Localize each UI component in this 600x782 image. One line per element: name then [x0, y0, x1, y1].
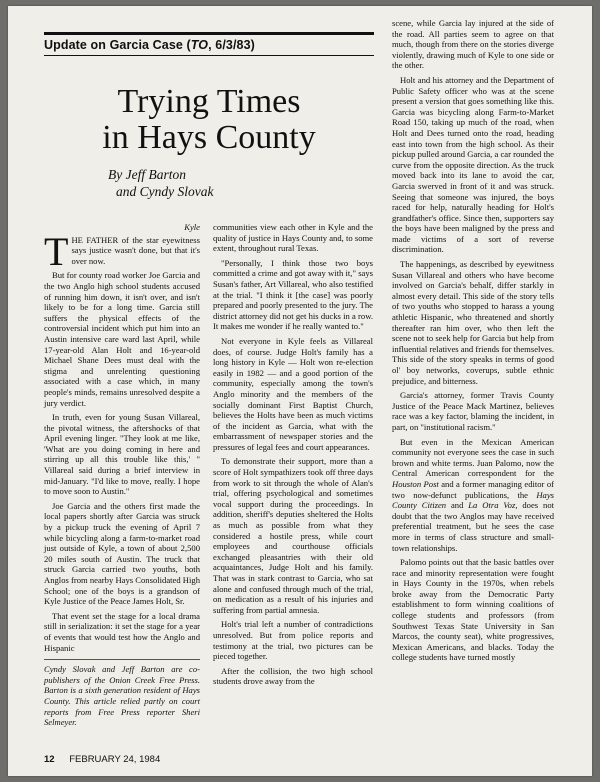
page-footer [44, 754, 564, 765]
paragraph: In truth, even for young Susan Villareal, the pivotal witness, the aftershocks of that April evening linger. "They look at me like, 'What are you doing coming in here and stirring up all this trouble like this,' " Villareal said during a brief interview in mid-January. "I'd like to move, really. I hope to move soon to Austin." [44, 412, 200, 497]
paragraph: scene, while Garcia lay injured at the side of the road. All parties seem to agree on that much, though from there on the stories diverge violently, drawing much of Kyle to one side or the other. [392, 18, 554, 71]
drop-cap: T [44, 228, 69, 274]
section-header-title: Update on Garcia Case (TO, 6/3/83) [44, 38, 255, 52]
author-credit: Cyndy Slovak and Jeff Barton are co-publishers of the Onion Creek Free Press. Barton is a sixth generation resident of Hays County. This article relied partly on court reports from Free Press reporter Sheri Selmeyer. [44, 659, 200, 728]
paragraph: Joe Garcia and the others first made the local papers shortly after Garcia was struck by a pickup truck the evening of April 7 while bicycling along a farm-to-market road just outside of Kyle, a town of about 2,500 20 miles south of Austin. The truck that struck Garcia carried two youths, both Anglos from nearby Hays Consolidated High School; one of the boys is a grandson of Kyle Justice of the Peace James Holt, Sr. [44, 500, 200, 607]
paragraph: But for county road worker Joe Garcia and the two Anglo high school students accused of running him down, it isn't over, and isn't likely to be for a long time. Garcia still suffers the physical effects of the controversial incident which put him into an Austin intensive care ward last April, while 17-year-old Alan Holt and 16-year-old Michael Shane Dees must deal with the stigma and unrelenting questioning associated with a case which, in many people's minds, remains unresolved despite a jury verdict. [44, 270, 200, 408]
paragraph: To demonstrate their support, more than a score of Holt sympathizers took off three days from work to sit through the whole of Alan's trial, offering psychological and sometimes vocal support during the proceedings. In addition, sheriff's deputies sheltered the Holts as much as possible from what they considered a hostile press, while court employees and courthouse officials exchanged pleasantries with their old acquaintances, Judge Holt and his family. That was in stark contrast to Garcia, who sat alone and confused through much of the trial, on medication as a result of his injuries and suffering from partial amnesia. [213, 456, 373, 615]
paragraph: THE FATHER of the star eyewitness says justice wasn't done, but that it's over now. [44, 228, 200, 274]
paragraph: Palomo points out that the basic battles over race and minority representation were fought in Hays County in the 1970s, when rebels broke away from the Democratic Party establishment to form winning coalitions of college students and professors (from Southwest Texas State University in San Marcos, the county seat), white progressives, Mexican Americans, and blacks. Today the college students have turned mostly [392, 557, 554, 663]
dateline: Kyle [184, 222, 200, 232]
paragraph: "Personally, I think those two boys committed a crime and got away with it," says Susan's father, Art Villareal, who also testified at the trial. "I think it [the case] was poorly prepared and poorly presented to the jury. The district attorney did not get his ducks in a row. It makes me wonder if he really wanted to." [213, 257, 373, 332]
paragraph: Holt and his attorney and the Department of Public Safety officer who was at the scene present a version that goes something like this. Garcia was bicycling along Farm-to-Market Road 150, taking up much of the road, when Holt and Dees turned onto the road, heading east into town from the high school. As their pickup pulled around Garcia, a car rounded the curve from the opposite direction. As the truck moved back into its lane to avoid the car, Garcia swerved in front of it and was struck. Seeing that someone was injured, the boys raced for help, naturally heading for Holt's grandfather's office. Since then, supporters say the boys have been maligned by the press and made victims of a sort of reverse discrimination. [392, 74, 554, 255]
magazine-page [8, 6, 592, 776]
byline [108, 166, 308, 200]
paragraph: communities view each other in Kyle and the quality of justice in Hays County and, to some extent, throughout rural Texas. [213, 222, 373, 254]
paragraph: Garcia's attorney, former Travis County Justice of the Peace Mack Martinez, believes race was a key factor, blaming the incident, in part, on "institutional racism." [392, 390, 554, 432]
article-column-2 [213, 222, 373, 691]
byline-line-2: and Cyndy Slovak [116, 184, 214, 199]
article-column-1 [44, 222, 200, 732]
paragraph: The happenings, as described by eyewitness Susan Villareal and others who have become involved on Garcia's behalf, differ starkly in almost every detail. This side of the story tells of two youths who stopped to harass a young athletic Hispanic, who threatened and shortly thereafter ran him over, who then left the scene not to seek help for Garcia but help from influential relatives and friends for themselves. This side of the story speaks in terms of good ol' boy networks, coverups, subtle ethnic prejudice, and bitterness. [392, 259, 554, 386]
paragraph: After the collision, the two high school students drove away from the [213, 665, 373, 687]
headline-line-2: in Hays County [102, 119, 316, 156]
section-header [44, 32, 374, 56]
headline-line-1: Trying Times [117, 83, 301, 120]
paragraph: Not everyone in Kyle feels as Villareal does, of course. Judge Holt's family has a long history in Kyle — Holt won re-election easily in 1982 — and a good portion of the community, especially among the town's Anglo minority and the members of the socially dominant First Baptist Church, believes the Holts have been as much victims of the incident as Garcia, what with the embarrassment of newspaper stories and the pressures of legal fees and court appearances. [213, 335, 373, 452]
paragraph: But even in the Mexican American community not everyone sees the case in such brown and white terms. Juan Palomo, now the Central American correspondent for the Houston Post and a former managing editor of two now-defunct publications, the Hays County Citizen and La Otra Voz, does not doubt that the two Anglos may have received preferential treatment, but he sees the case more in terms of class structure and small-town relationships. [392, 436, 554, 553]
article-column-3 [392, 18, 554, 667]
article-headline [44, 84, 374, 156]
byline-line-1: By Jeff Barton [108, 167, 186, 182]
page-number: 12 [44, 754, 55, 765]
paragraph: Holt's trial left a number of contradictions unresolved. But from police reports and testimony at the trial, two pictures can be pieced together. [213, 619, 373, 662]
paragraph: That event set the stage for a local drama still in serialization: it set the stage for a year of events that would test how the Anglo and Hispanic [44, 610, 200, 653]
issue-date: FEBRUARY 24, 1984 [69, 754, 161, 765]
